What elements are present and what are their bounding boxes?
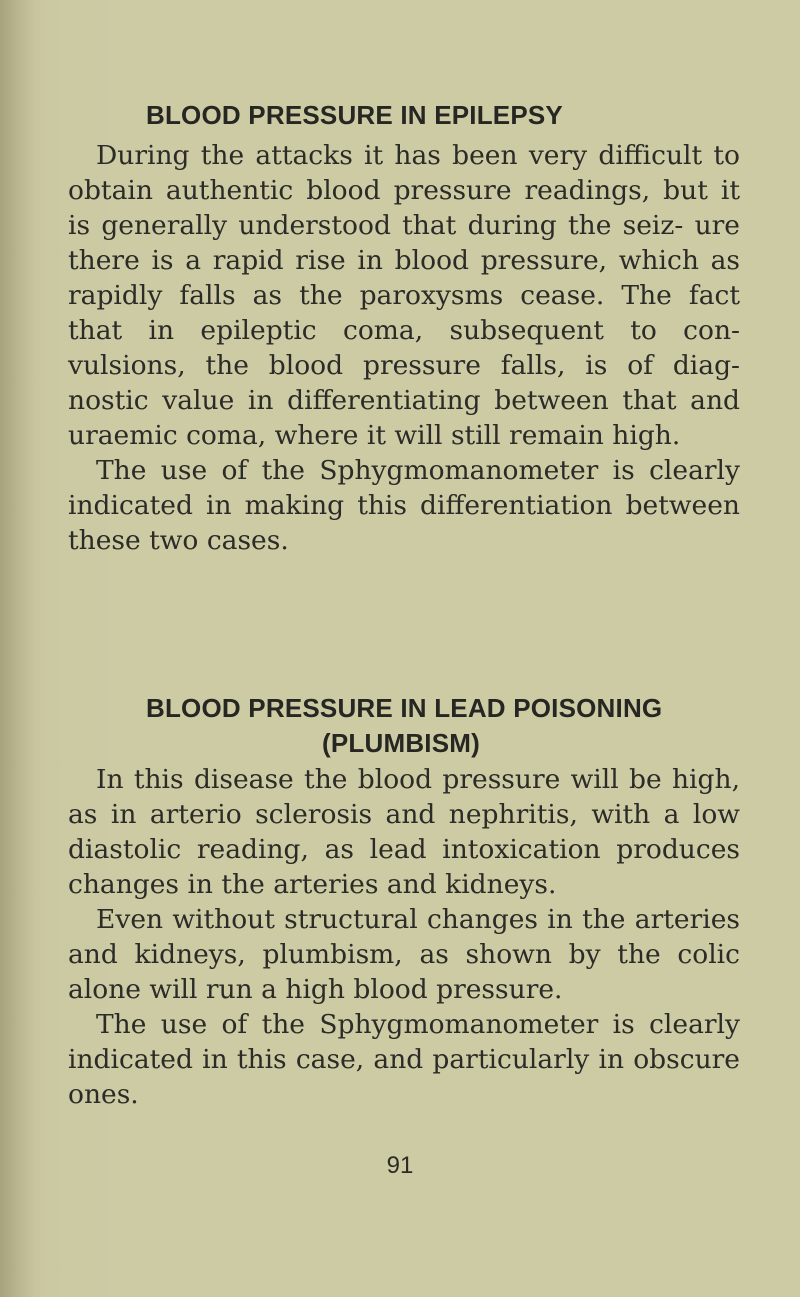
lead-paragraph-3 (68, 1007, 740, 1112)
lead-poisoning-heading: BLOOD PRESSURE IN LEAD POISONING (146, 693, 663, 723)
page-number: 91 (386, 1152, 414, 1179)
epilepsy-paragraph-1 (68, 138, 740, 453)
lead-poisoning-subheading: (PLUMBISM) (322, 728, 480, 758)
lead-paragraph-3-text: The use of the Sphygmomanometer is clearly indicated in this case, and particularly in obscure ones. (68, 1009, 740, 1110)
lead-paragraph-1-text: In this disease the blood pressure will be high, as in arterio sclerosis and nephritis, with a low diastolic reading, as lead intoxication produces changes in the arteries and kidneys. (68, 764, 740, 900)
epilepsy-paragraph-2 (68, 453, 740, 558)
lead-paragraph-1 (68, 762, 740, 902)
epilepsy-paragraph-1-text: During the attacks it has been very difficult to obtain authentic blood pressure readings, but it is generally understood that during the seiz- ure there is a rapid rise in blood pressure, which as rapidly falls as the paroxysms cease. The fact that in epileptic coma, subsequent to con- vulsions, the blood pressure falls, is of diag- nostic value in differentiating between that and uraemic coma, where it will still remain high. (68, 140, 740, 451)
lead-paragraph-2 (68, 902, 740, 1007)
epilepsy-paragraph-2-text: The use of the Sphygmomanometer is clearly indicated in making this differentiation between these two cases. (68, 455, 740, 556)
page-gutter-shadow (0, 0, 36, 1297)
lead-paragraph-2-text: Even without structural changes in the arteries and kidneys, plumbism, as shown by the colic alone will run a high blood pressure. (68, 904, 740, 1005)
epilepsy-heading: BLOOD PRESSURE IN EPILEPSY (146, 100, 563, 130)
